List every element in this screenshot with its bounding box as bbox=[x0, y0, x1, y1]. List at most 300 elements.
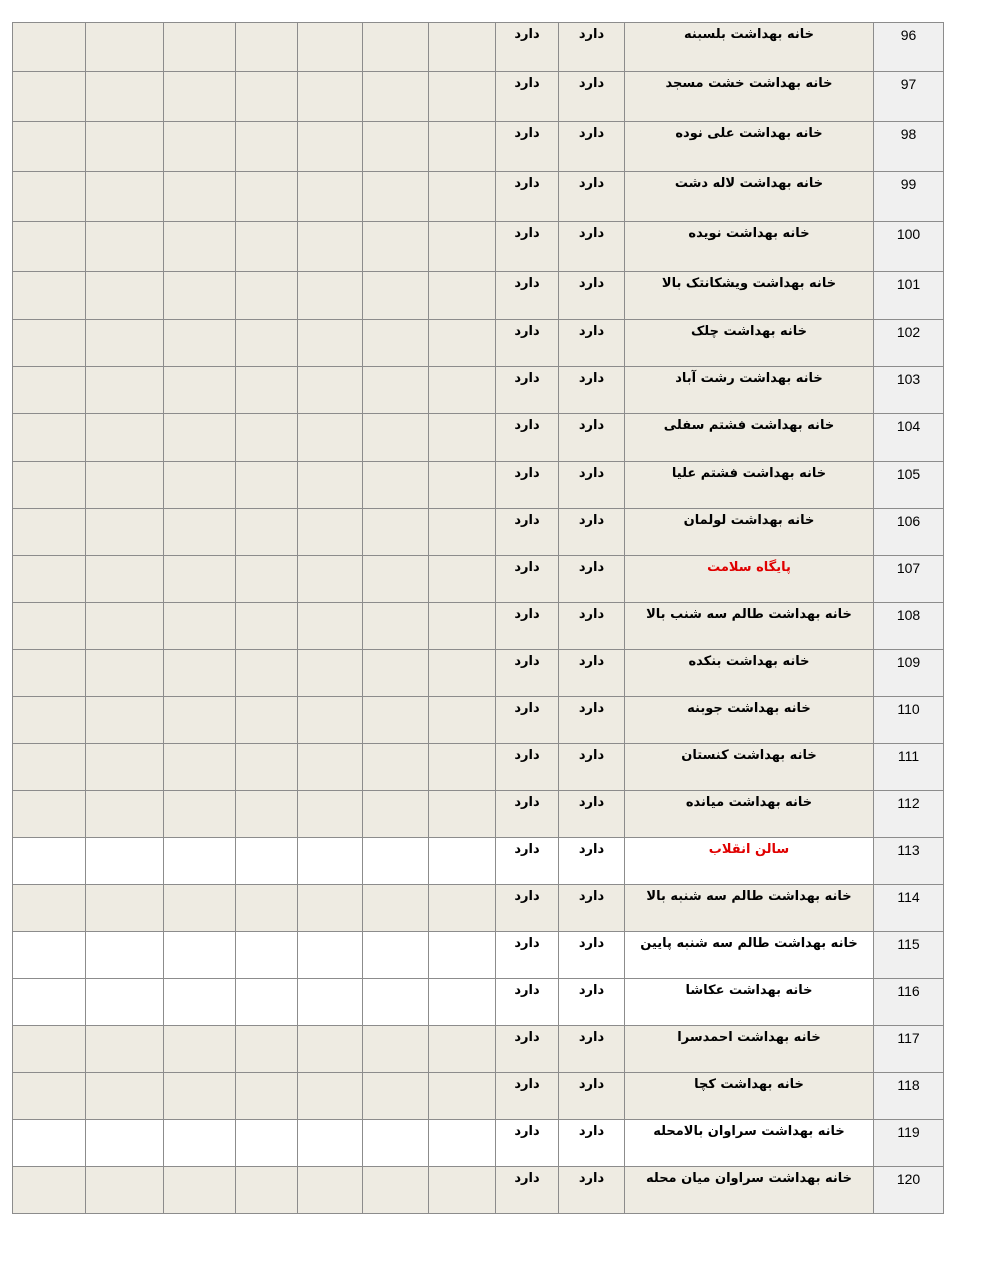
empty-cell bbox=[13, 697, 86, 744]
empty-cell bbox=[298, 1167, 363, 1214]
empty-cell bbox=[298, 838, 363, 885]
empty-cell bbox=[86, 320, 164, 367]
row-number-cell: 97 bbox=[874, 72, 944, 122]
empty-cell bbox=[86, 650, 164, 697]
table-row bbox=[13, 1167, 944, 1214]
empty-cell bbox=[13, 1167, 86, 1214]
row-number-cell: 120 bbox=[874, 1167, 944, 1214]
empty-cell bbox=[236, 1167, 298, 1214]
empty-cell bbox=[86, 838, 164, 885]
empty-cell bbox=[13, 1120, 86, 1167]
empty-cell bbox=[429, 1167, 496, 1214]
empty-cell bbox=[363, 744, 429, 791]
empty-cell bbox=[363, 885, 429, 932]
status-cell-1: دارد bbox=[559, 509, 625, 556]
facility-name-cell: خانه بهداشت سراوان میان محله bbox=[625, 1167, 874, 1214]
row-number-cell: 113 bbox=[874, 838, 944, 885]
status-cell-2: دارد bbox=[496, 979, 559, 1026]
empty-cell bbox=[236, 122, 298, 172]
empty-cell bbox=[429, 885, 496, 932]
empty-cell bbox=[363, 122, 429, 172]
empty-cell bbox=[236, 367, 298, 414]
empty-cell bbox=[86, 1167, 164, 1214]
status-cell-2: دارد bbox=[496, 838, 559, 885]
status-cell-1: دارد bbox=[559, 650, 625, 697]
empty-cell bbox=[298, 1120, 363, 1167]
empty-cell bbox=[363, 603, 429, 650]
empty-cell bbox=[298, 1073, 363, 1120]
status-cell-1: دارد bbox=[559, 122, 625, 172]
empty-cell bbox=[298, 556, 363, 603]
status-cell-1: دارد bbox=[559, 172, 625, 222]
status-cell-1: دارد bbox=[559, 1026, 625, 1073]
empty-cell bbox=[236, 1073, 298, 1120]
empty-cell bbox=[363, 650, 429, 697]
row-number-cell: 104 bbox=[874, 414, 944, 462]
status-cell-2: دارد bbox=[496, 320, 559, 367]
empty-cell bbox=[13, 744, 86, 791]
empty-cell bbox=[298, 650, 363, 697]
empty-cell bbox=[164, 1120, 236, 1167]
empty-cell bbox=[164, 367, 236, 414]
facility-name-cell: خانه بهداشت لاله دشت bbox=[625, 172, 874, 222]
row-number-cell: 96 bbox=[874, 23, 944, 72]
empty-cell bbox=[13, 509, 86, 556]
empty-cell bbox=[86, 414, 164, 462]
empty-cell bbox=[13, 414, 86, 462]
status-cell-1: دارد bbox=[559, 414, 625, 462]
empty-cell bbox=[236, 509, 298, 556]
empty-cell bbox=[429, 744, 496, 791]
empty-cell bbox=[298, 932, 363, 979]
empty-cell bbox=[164, 603, 236, 650]
empty-cell bbox=[86, 272, 164, 320]
empty-cell bbox=[164, 932, 236, 979]
empty-cell bbox=[429, 414, 496, 462]
empty-cell bbox=[236, 320, 298, 367]
table-row bbox=[13, 1026, 944, 1073]
row-number-cell: 98 bbox=[874, 122, 944, 172]
empty-cell bbox=[236, 932, 298, 979]
row-number-cell: 105 bbox=[874, 462, 944, 509]
empty-cell bbox=[13, 72, 86, 122]
facility-name-cell: خانه بهداشت عکاشا bbox=[625, 979, 874, 1026]
table-row bbox=[13, 1073, 944, 1120]
empty-cell bbox=[86, 367, 164, 414]
table-row bbox=[13, 791, 944, 838]
empty-cell bbox=[164, 697, 236, 744]
status-cell-1: دارد bbox=[559, 744, 625, 791]
empty-cell bbox=[86, 462, 164, 509]
empty-cell bbox=[298, 1026, 363, 1073]
row-number-cell: 117 bbox=[874, 1026, 944, 1073]
facility-name-cell: خانه بهداشت فشتم سفلی bbox=[625, 414, 874, 462]
empty-cell bbox=[363, 791, 429, 838]
empty-cell bbox=[429, 556, 496, 603]
empty-cell bbox=[164, 122, 236, 172]
empty-cell bbox=[164, 650, 236, 697]
empty-cell bbox=[86, 1026, 164, 1073]
facility-name-cell: خانه بهداشت سراوان بالامحله bbox=[625, 1120, 874, 1167]
facility-name-cell: خانه بهداشت ویشکانتک بالا bbox=[625, 272, 874, 320]
empty-cell bbox=[298, 72, 363, 122]
status-cell-2: دارد bbox=[496, 556, 559, 603]
empty-cell bbox=[429, 932, 496, 979]
row-number-cell: 112 bbox=[874, 791, 944, 838]
empty-cell bbox=[236, 603, 298, 650]
table-row bbox=[13, 122, 944, 172]
table-row bbox=[13, 744, 944, 791]
status-cell-2: دارد bbox=[496, 172, 559, 222]
row-number-cell: 106 bbox=[874, 509, 944, 556]
empty-cell bbox=[164, 1026, 236, 1073]
status-cell-2: دارد bbox=[496, 222, 559, 272]
row-number-cell: 114 bbox=[874, 885, 944, 932]
empty-cell bbox=[363, 838, 429, 885]
status-cell-1: دارد bbox=[559, 462, 625, 509]
row-number-cell: 119 bbox=[874, 1120, 944, 1167]
table-row bbox=[13, 603, 944, 650]
facility-name-cell: خانه بهداشت میانده bbox=[625, 791, 874, 838]
table-row bbox=[13, 272, 944, 320]
row-number-cell: 115 bbox=[874, 932, 944, 979]
table-row bbox=[13, 509, 944, 556]
empty-cell bbox=[164, 272, 236, 320]
empty-cell bbox=[429, 1120, 496, 1167]
row-number-cell: 99 bbox=[874, 172, 944, 222]
empty-cell bbox=[236, 650, 298, 697]
table-row bbox=[13, 72, 944, 122]
empty-cell bbox=[86, 885, 164, 932]
status-cell-2: دارد bbox=[496, 72, 559, 122]
facility-name-cell: خانه بهداشت طالم سه شنبه پایین bbox=[625, 932, 874, 979]
status-cell-1: دارد bbox=[559, 23, 625, 72]
row-number-cell: 110 bbox=[874, 697, 944, 744]
row-number-cell: 100 bbox=[874, 222, 944, 272]
table-row bbox=[13, 556, 944, 603]
status-cell-1: دارد bbox=[559, 791, 625, 838]
status-cell-2: دارد bbox=[496, 509, 559, 556]
status-cell-2: دارد bbox=[496, 791, 559, 838]
facility-name-cell: خانه بهداشت نویده bbox=[625, 222, 874, 272]
empty-cell bbox=[13, 320, 86, 367]
table-row bbox=[13, 885, 944, 932]
table-row bbox=[13, 172, 944, 222]
status-cell-1: دارد bbox=[559, 272, 625, 320]
empty-cell bbox=[164, 462, 236, 509]
empty-cell bbox=[236, 172, 298, 222]
empty-cell bbox=[86, 979, 164, 1026]
table-row bbox=[13, 320, 944, 367]
empty-cell bbox=[86, 1073, 164, 1120]
table-row bbox=[13, 932, 944, 979]
empty-cell bbox=[429, 72, 496, 122]
status-cell-1: دارد bbox=[559, 1167, 625, 1214]
status-cell-2: دارد bbox=[496, 414, 559, 462]
status-cell-1: دارد bbox=[559, 320, 625, 367]
empty-cell bbox=[164, 23, 236, 72]
empty-cell bbox=[86, 556, 164, 603]
empty-cell bbox=[363, 414, 429, 462]
empty-cell bbox=[429, 509, 496, 556]
empty-cell bbox=[236, 791, 298, 838]
empty-cell bbox=[164, 72, 236, 122]
empty-cell bbox=[86, 932, 164, 979]
status-cell-1: دارد bbox=[559, 979, 625, 1026]
empty-cell bbox=[298, 509, 363, 556]
empty-cell bbox=[236, 272, 298, 320]
empty-cell bbox=[429, 462, 496, 509]
empty-cell bbox=[236, 222, 298, 272]
empty-cell bbox=[13, 122, 86, 172]
empty-cell bbox=[429, 791, 496, 838]
empty-cell bbox=[86, 172, 164, 222]
table-row bbox=[13, 1120, 944, 1167]
empty-cell bbox=[429, 979, 496, 1026]
facilities-table bbox=[12, 22, 944, 1214]
empty-cell bbox=[164, 744, 236, 791]
facility-name-cell: خانه بهداشت علی نوده bbox=[625, 122, 874, 172]
empty-cell bbox=[298, 885, 363, 932]
facility-name-cell: خانه بهداشت کنستان bbox=[625, 744, 874, 791]
status-cell-2: دارد bbox=[496, 1073, 559, 1120]
empty-cell bbox=[236, 23, 298, 72]
empty-cell bbox=[298, 272, 363, 320]
empty-cell bbox=[298, 122, 363, 172]
facility-name-cell: خانه بهداشت طالم سه شنب بالا bbox=[625, 603, 874, 650]
empty-cell bbox=[86, 791, 164, 838]
empty-cell bbox=[236, 885, 298, 932]
status-cell-2: دارد bbox=[496, 1026, 559, 1073]
empty-cell bbox=[86, 697, 164, 744]
facility-name-cell: خانه بهداشت چلک bbox=[625, 320, 874, 367]
status-cell-1: دارد bbox=[559, 603, 625, 650]
facility-name-cell: خانه بهداشت جوبنه bbox=[625, 697, 874, 744]
facility-name-cell: سالن انقلاب bbox=[625, 838, 874, 885]
empty-cell bbox=[363, 1026, 429, 1073]
status-cell-2: دارد bbox=[496, 1167, 559, 1214]
facility-name-cell: خانه بهداشت رشت آباد bbox=[625, 367, 874, 414]
empty-cell bbox=[429, 1073, 496, 1120]
empty-cell bbox=[363, 509, 429, 556]
empty-cell bbox=[13, 1073, 86, 1120]
status-cell-1: دارد bbox=[559, 1073, 625, 1120]
empty-cell bbox=[363, 23, 429, 72]
empty-cell bbox=[298, 320, 363, 367]
facility-name-cell: خانه بهداشت کچا bbox=[625, 1073, 874, 1120]
empty-cell bbox=[298, 697, 363, 744]
table-row bbox=[13, 650, 944, 697]
empty-cell bbox=[164, 556, 236, 603]
table-row bbox=[13, 838, 944, 885]
empty-cell bbox=[86, 744, 164, 791]
empty-cell bbox=[86, 1120, 164, 1167]
empty-cell bbox=[236, 72, 298, 122]
status-cell-2: دارد bbox=[496, 122, 559, 172]
empty-cell bbox=[236, 1026, 298, 1073]
status-cell-1: دارد bbox=[559, 838, 625, 885]
empty-cell bbox=[363, 72, 429, 122]
row-number-cell: 101 bbox=[874, 272, 944, 320]
status-cell-1: دارد bbox=[559, 222, 625, 272]
status-cell-2: دارد bbox=[496, 885, 559, 932]
status-cell-2: دارد bbox=[496, 462, 559, 509]
status-cell-2: دارد bbox=[496, 744, 559, 791]
row-number-cell: 107 bbox=[874, 556, 944, 603]
row-number-cell: 108 bbox=[874, 603, 944, 650]
empty-cell bbox=[13, 650, 86, 697]
empty-cell bbox=[13, 272, 86, 320]
empty-cell bbox=[363, 462, 429, 509]
empty-cell bbox=[298, 367, 363, 414]
table-row bbox=[13, 367, 944, 414]
status-cell-2: دارد bbox=[496, 603, 559, 650]
status-cell-1: دارد bbox=[559, 367, 625, 414]
empty-cell bbox=[236, 1120, 298, 1167]
empty-cell bbox=[429, 603, 496, 650]
row-number-cell: 103 bbox=[874, 367, 944, 414]
empty-cell bbox=[298, 23, 363, 72]
empty-cell bbox=[363, 1073, 429, 1120]
row-number-cell: 116 bbox=[874, 979, 944, 1026]
table-body bbox=[13, 23, 944, 1214]
empty-cell bbox=[429, 367, 496, 414]
status-cell-1: دارد bbox=[559, 885, 625, 932]
empty-cell bbox=[429, 320, 496, 367]
empty-cell bbox=[236, 556, 298, 603]
status-cell-2: دارد bbox=[496, 367, 559, 414]
table-row bbox=[13, 979, 944, 1026]
empty-cell bbox=[429, 23, 496, 72]
row-number-cell: 102 bbox=[874, 320, 944, 367]
empty-cell bbox=[13, 367, 86, 414]
status-cell-2: دارد bbox=[496, 1120, 559, 1167]
status-cell-2: دارد bbox=[496, 932, 559, 979]
empty-cell bbox=[363, 367, 429, 414]
empty-cell bbox=[13, 603, 86, 650]
empty-cell bbox=[86, 72, 164, 122]
empty-cell bbox=[363, 1167, 429, 1214]
empty-cell bbox=[236, 979, 298, 1026]
empty-cell bbox=[298, 222, 363, 272]
empty-cell bbox=[164, 509, 236, 556]
empty-cell bbox=[363, 172, 429, 222]
table-row bbox=[13, 462, 944, 509]
row-number-cell: 111 bbox=[874, 744, 944, 791]
status-cell-2: دارد bbox=[496, 697, 559, 744]
status-cell-2: دارد bbox=[496, 23, 559, 72]
facility-name-cell: خانه بهداشت بنکده bbox=[625, 650, 874, 697]
empty-cell bbox=[429, 172, 496, 222]
empty-cell bbox=[164, 979, 236, 1026]
empty-cell bbox=[363, 932, 429, 979]
empty-cell bbox=[86, 222, 164, 272]
table-row bbox=[13, 23, 944, 72]
empty-cell bbox=[298, 414, 363, 462]
empty-cell bbox=[13, 172, 86, 222]
empty-cell bbox=[363, 979, 429, 1026]
empty-cell bbox=[363, 1120, 429, 1167]
empty-cell bbox=[298, 172, 363, 222]
empty-cell bbox=[13, 932, 86, 979]
empty-cell bbox=[86, 122, 164, 172]
empty-cell bbox=[13, 462, 86, 509]
empty-cell bbox=[236, 462, 298, 509]
empty-cell bbox=[363, 697, 429, 744]
empty-cell bbox=[363, 320, 429, 367]
empty-cell bbox=[298, 979, 363, 1026]
empty-cell bbox=[13, 979, 86, 1026]
empty-cell bbox=[164, 885, 236, 932]
facility-name-cell: خانه بهداشت بلسبنه bbox=[625, 23, 874, 72]
facility-name-cell: خانه بهداشت خشت مسجد bbox=[625, 72, 874, 122]
status-cell-1: دارد bbox=[559, 697, 625, 744]
empty-cell bbox=[429, 650, 496, 697]
empty-cell bbox=[13, 838, 86, 885]
empty-cell bbox=[236, 838, 298, 885]
empty-cell bbox=[164, 320, 236, 367]
empty-cell bbox=[236, 744, 298, 791]
empty-cell bbox=[86, 509, 164, 556]
status-cell-1: دارد bbox=[559, 932, 625, 979]
facility-name-cell: خانه بهداشت طالم سه شنبه بالا bbox=[625, 885, 874, 932]
empty-cell bbox=[236, 697, 298, 744]
empty-cell bbox=[164, 1073, 236, 1120]
empty-cell bbox=[13, 791, 86, 838]
row-number-cell: 109 bbox=[874, 650, 944, 697]
empty-cell bbox=[298, 462, 363, 509]
status-cell-2: دارد bbox=[496, 272, 559, 320]
empty-cell bbox=[363, 222, 429, 272]
row-number-cell: 118 bbox=[874, 1073, 944, 1120]
table-row bbox=[13, 414, 944, 462]
empty-cell bbox=[164, 791, 236, 838]
empty-cell bbox=[164, 172, 236, 222]
empty-cell bbox=[298, 791, 363, 838]
empty-cell bbox=[429, 272, 496, 320]
empty-cell bbox=[429, 1026, 496, 1073]
empty-cell bbox=[429, 838, 496, 885]
empty-cell bbox=[13, 556, 86, 603]
table-row bbox=[13, 222, 944, 272]
table-row bbox=[13, 697, 944, 744]
empty-cell bbox=[164, 838, 236, 885]
empty-cell bbox=[429, 222, 496, 272]
empty-cell bbox=[86, 603, 164, 650]
empty-cell bbox=[298, 603, 363, 650]
empty-cell bbox=[164, 1167, 236, 1214]
status-cell-1: دارد bbox=[559, 1120, 625, 1167]
empty-cell bbox=[13, 222, 86, 272]
empty-cell bbox=[298, 744, 363, 791]
empty-cell bbox=[13, 23, 86, 72]
status-cell-1: دارد bbox=[559, 556, 625, 603]
status-cell-1: دارد bbox=[559, 72, 625, 122]
empty-cell bbox=[13, 1026, 86, 1073]
facility-name-cell: خانه بهداشت لولمان bbox=[625, 509, 874, 556]
empty-cell bbox=[429, 122, 496, 172]
empty-cell bbox=[13, 885, 86, 932]
empty-cell bbox=[86, 23, 164, 72]
empty-cell bbox=[164, 222, 236, 272]
empty-cell bbox=[363, 272, 429, 320]
empty-cell bbox=[236, 414, 298, 462]
facility-name-cell: پایگاه سلامت bbox=[625, 556, 874, 603]
empty-cell bbox=[363, 556, 429, 603]
empty-cell bbox=[429, 697, 496, 744]
facility-name-cell: خانه بهداشت احمدسرا bbox=[625, 1026, 874, 1073]
empty-cell bbox=[164, 414, 236, 462]
